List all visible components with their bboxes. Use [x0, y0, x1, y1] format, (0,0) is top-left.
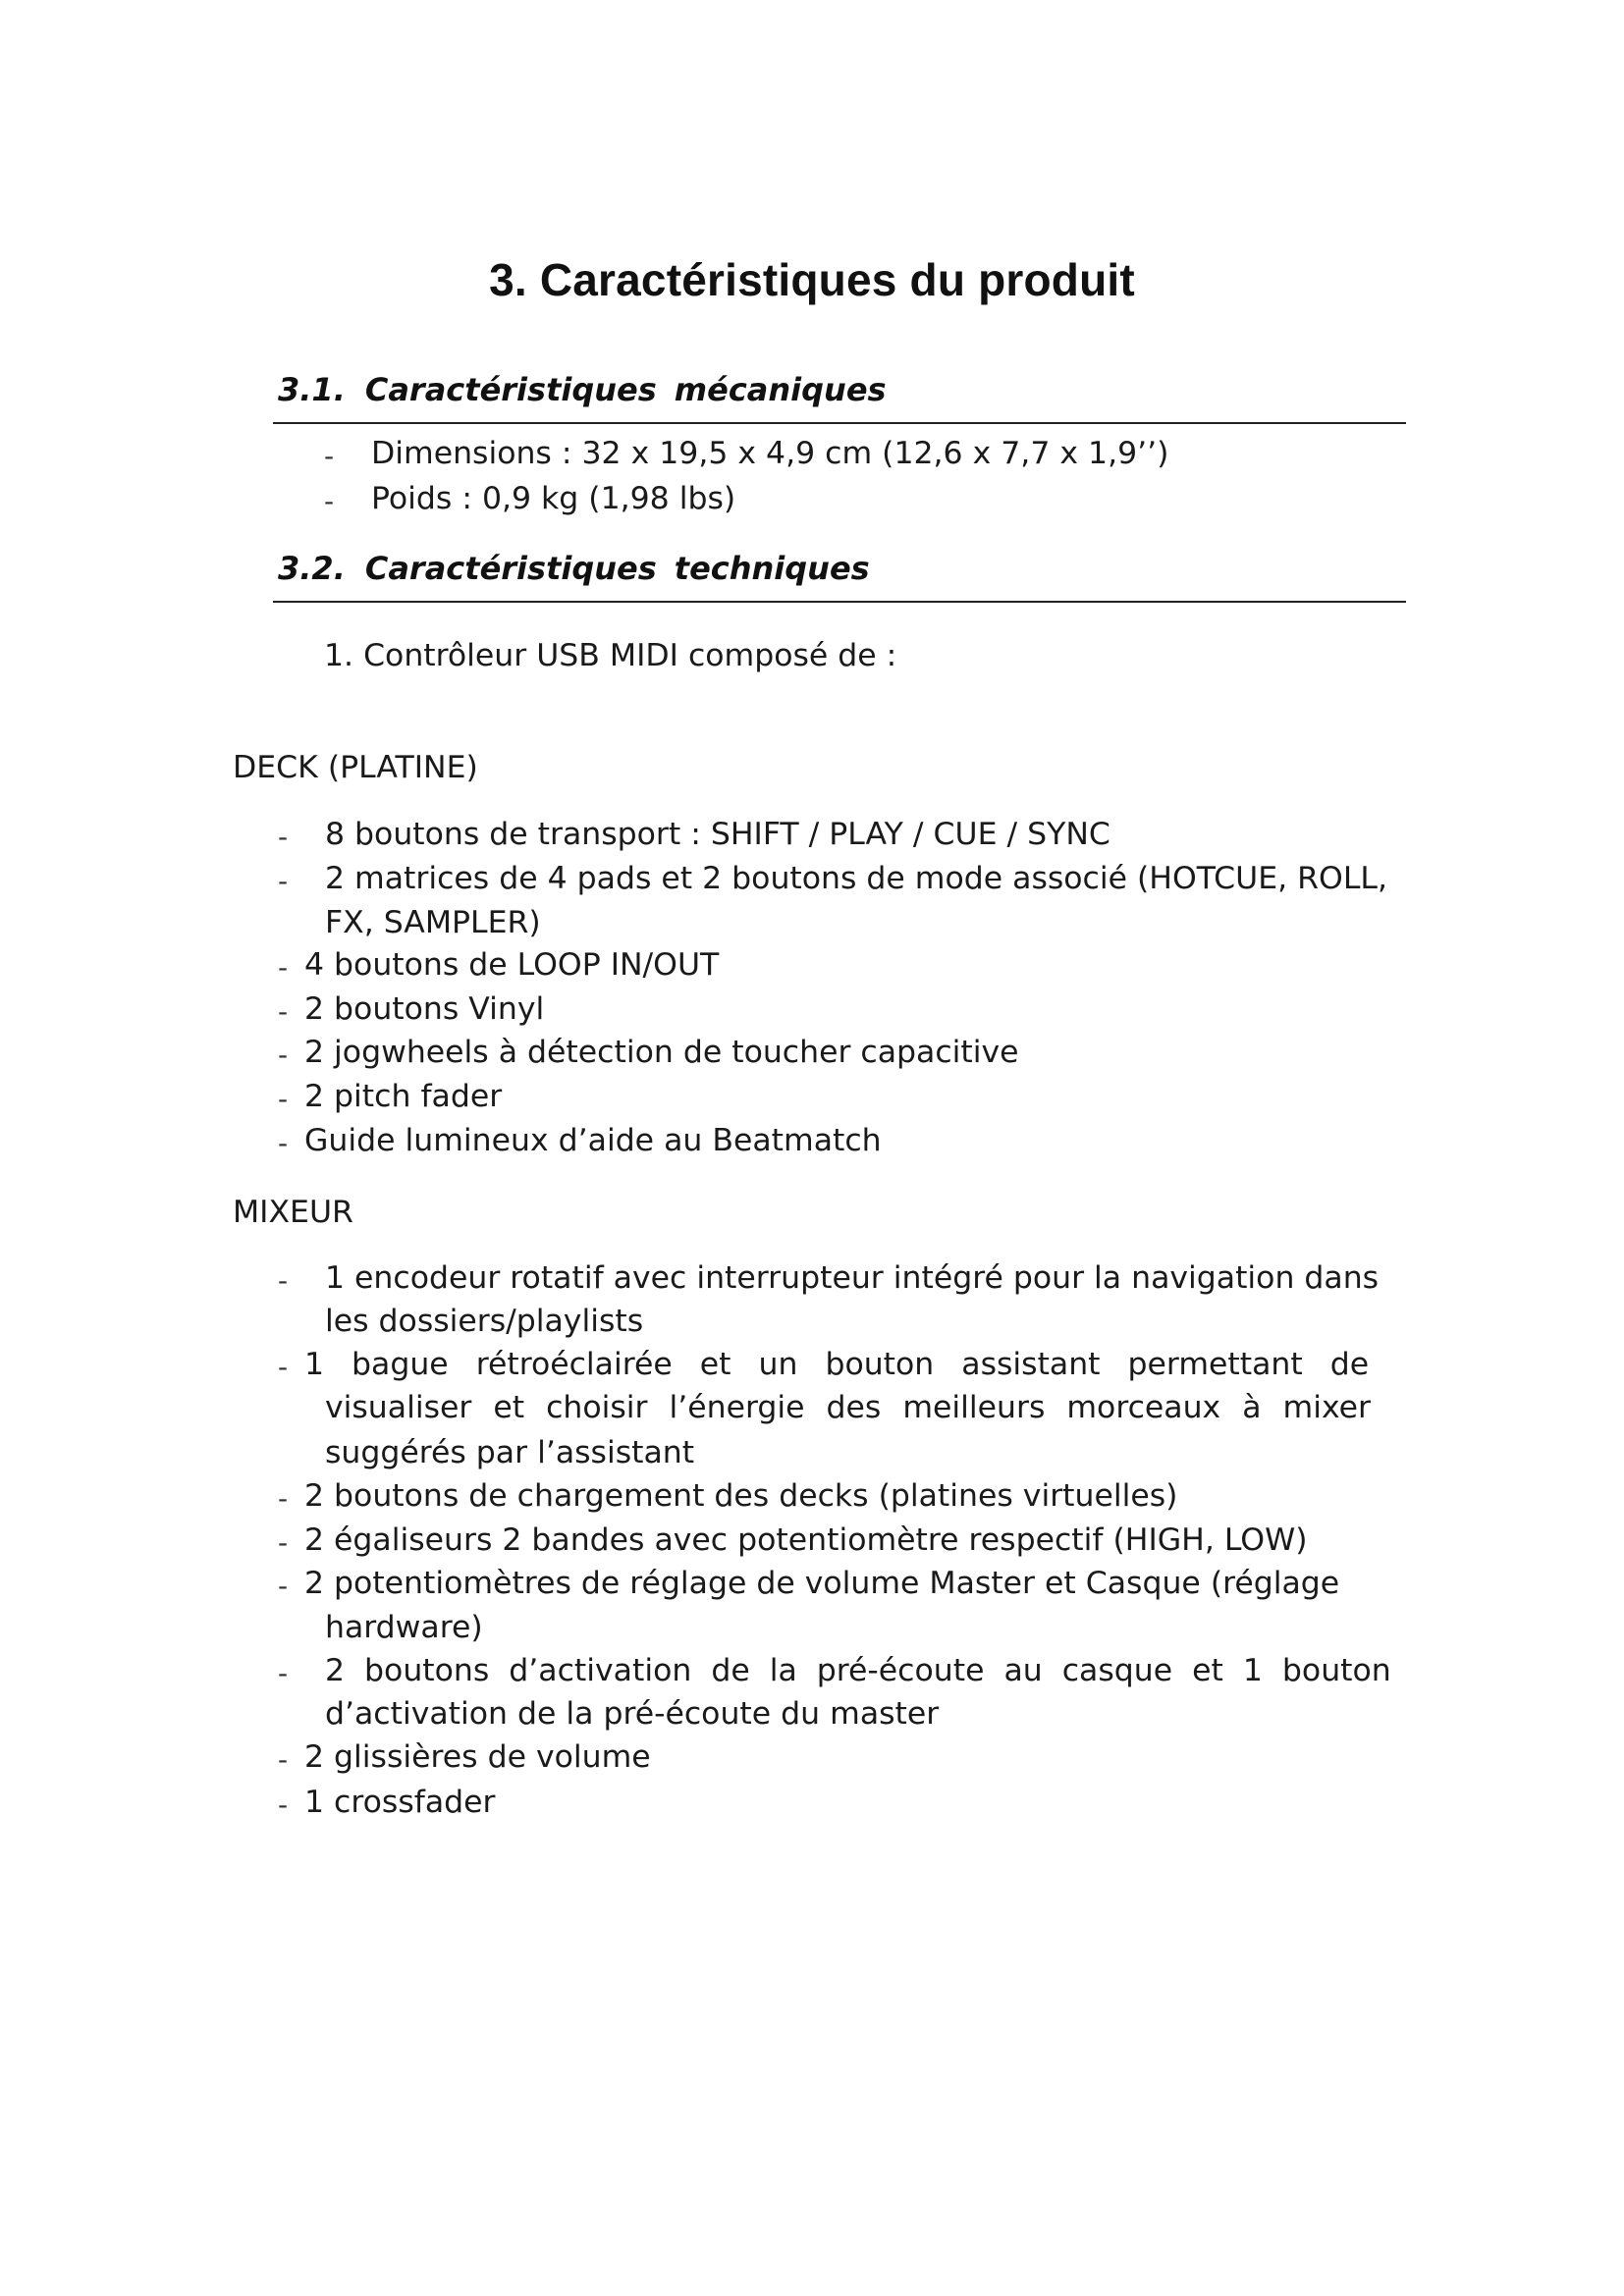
- bullet-dash: -: [278, 1657, 289, 1689]
- bullet-dash: -: [278, 1127, 289, 1159]
- list-item: 1 crossfader: [304, 1785, 496, 1820]
- list-item: 2 boutons Vinyl: [304, 991, 545, 1027]
- bullet-dash: -: [278, 995, 289, 1028]
- bullet-dash: -: [278, 1351, 289, 1383]
- bullet-dash: -: [278, 1789, 289, 1821]
- list-item: 2 matrices de 4 pads et 2 boutons de mode associé (HOTCUE, ROLL,: [325, 861, 1387, 896]
- list-item: Guide lumineux d’aide au Beatmatch: [304, 1123, 882, 1158]
- bullet-dash: -: [278, 1039, 289, 1071]
- list-item: 2 égaliseurs 2 bandes avec potentiomètre respectif (HIGH, LOW): [304, 1522, 1308, 1558]
- section-word: mécaniques: [674, 371, 887, 408]
- bullet-dash: -: [278, 1083, 289, 1115]
- list-item-continuation: visualiser et choisir l’énergie des meilleurs morceaux à mixer: [325, 1390, 1371, 1425]
- bullet-dash: -: [278, 821, 289, 853]
- list-item: 8 boutons de transport : SHIFT / PLAY / CUE / SYNC: [325, 817, 1110, 852]
- list-item-continuation: d’activation de la pré-écoute du master: [325, 1696, 940, 1732]
- list-item-continuation: suggérés par l’assistant: [325, 1435, 695, 1470]
- subsection-heading-mixer: MIXEUR: [233, 1195, 353, 1230]
- bullet-dash: -: [278, 1570, 289, 1602]
- list-item-continuation: FX, SAMPLER): [325, 905, 541, 940]
- list-item-continuation: hardware): [325, 1610, 483, 1645]
- list-item: 4 boutons de LOOP IN/OUT: [304, 947, 720, 983]
- list-item: 2 potentiomètres de réglage de volume Master et Casque (réglage: [304, 1566, 1340, 1601]
- list-item: 2 boutons d’activation de la pré-écoute au casque et 1 bouton: [325, 1653, 1391, 1688]
- section-heading-mechanical: [278, 371, 887, 408]
- section-divider: [273, 601, 1406, 603]
- page-title: 3. Caractéristiques du produit: [489, 254, 1135, 305]
- list-item: 2 pitch fader: [304, 1079, 503, 1114]
- section-word: techniques: [674, 550, 870, 587]
- list-item-continuation: les dossiers/playlists: [325, 1304, 644, 1339]
- list-item: Poids : 0,9 kg (1,98 lbs): [371, 481, 736, 516]
- bullet-dash: -: [278, 1482, 289, 1515]
- section-divider: [273, 422, 1406, 424]
- section-word: Caractéristiques: [364, 550, 657, 587]
- bullet-dash: -: [324, 440, 335, 472]
- section-word: Caractéristiques: [364, 371, 657, 408]
- bullet-dash: -: [278, 1743, 289, 1776]
- bullet-dash: -: [324, 485, 335, 517]
- bullet-dash: -: [278, 865, 289, 897]
- list-item: 2 jogwheels à détection de toucher capacitive: [304, 1035, 1019, 1070]
- section-number: 3.2.: [278, 550, 346, 587]
- bullet-dash: -: [278, 951, 289, 984]
- section-number: 3.1.: [278, 371, 346, 408]
- bullet-dash: -: [278, 1264, 289, 1297]
- bullet-dash: -: [278, 1526, 289, 1559]
- list-item: 2 glissières de volume: [304, 1739, 651, 1775]
- list-item: 1 encodeur rotatif avec interrupteur intégré pour la navigation dans: [325, 1260, 1380, 1296]
- subsection-heading-deck: DECK (PLATINE): [233, 750, 478, 785]
- list-intro: 1. Contrôleur USB MIDI composé de :: [324, 638, 897, 673]
- list-item: Dimensions : 32 x 19,5 x 4,9 cm (12,6 x 7,7 x 1,9’’): [371, 436, 1169, 471]
- list-item: 1 bague rétroéclairée et un bouton assistant permettant de: [304, 1347, 1370, 1382]
- list-item: 2 boutons de chargement des decks (platines virtuelles): [304, 1478, 1178, 1514]
- section-heading-technical: [278, 550, 870, 587]
